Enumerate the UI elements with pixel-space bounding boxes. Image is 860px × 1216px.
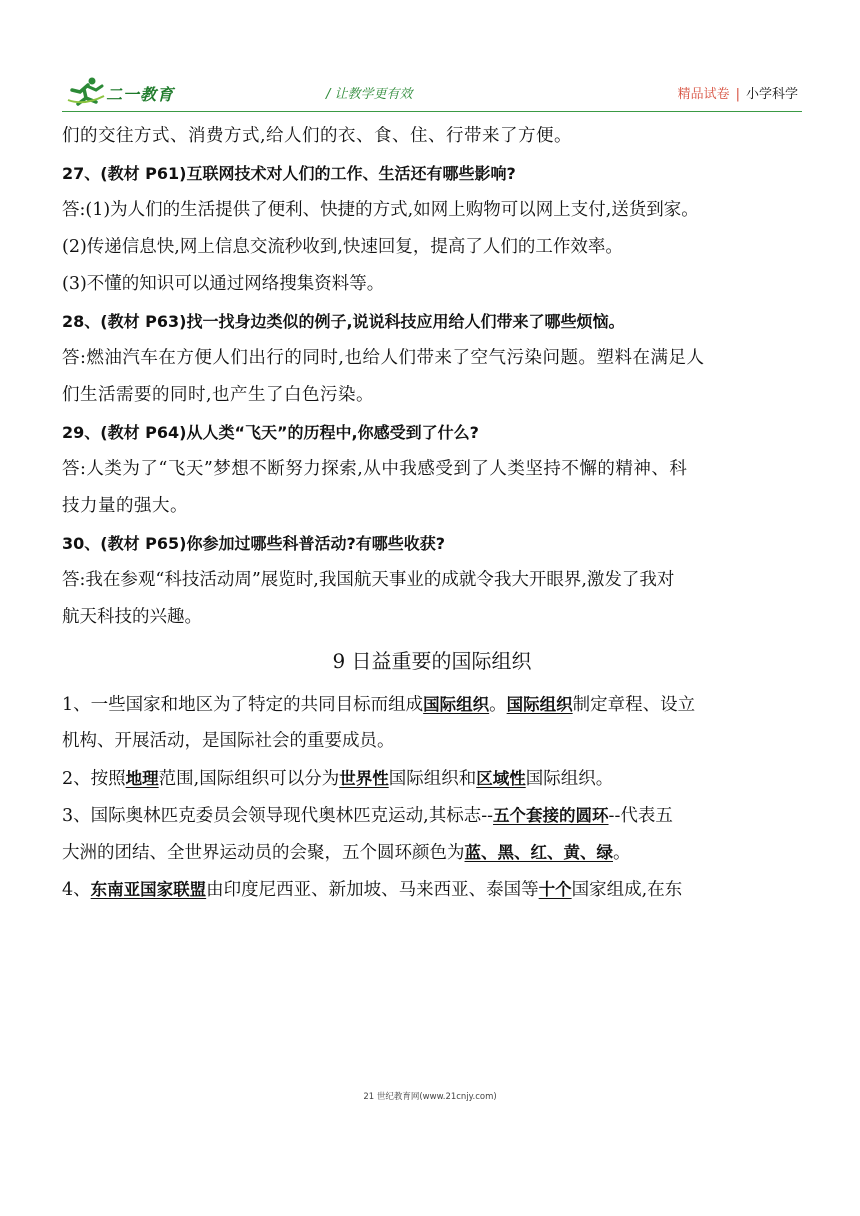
answer-27-line-1: 答:(1)为人们的生活提供了便利、快捷的方式,如网上购物可以网上支付,送货到家。 <box>62 200 699 220</box>
key-term: 国际组织 <box>423 695 490 714</box>
page-footer: 21 世纪教育网(www.21cnjy.com) <box>363 1092 497 1102</box>
answer-27-line-2: (2)传递信息快,网上信息交流秒收到,快速回复，提高了人们的工作效率。 <box>62 237 623 257</box>
answer-27-line-3: (3)不懂的知识可以通过网络搜集资料等。 <box>62 274 385 294</box>
answer-29-line-1: 答:人类为了“飞天”梦想不断努力探索,从中我感受到了人类坚持不懈的精神、科 <box>62 459 688 479</box>
answer-29-line-2: 技力量的强大。 <box>62 496 188 516</box>
document-body <box>62 118 802 908</box>
answer-30-line-1: 答:我在参观“科技活动周”展览时,我国航天事业的成就令我大开眼界,激发了我对 <box>62 570 675 590</box>
key-term: 地理 <box>125 769 159 788</box>
runner-logo-icon <box>66 76 106 106</box>
question-29: 29、(教材 P64)从人类“飞天”的历程中,你感受到了什么? <box>62 423 479 442</box>
point-3-line-2 <box>62 834 802 871</box>
point-1-line-2: 机构、开展活动，是国际社会的重要成员。 <box>62 731 395 751</box>
text: 。 <box>613 843 631 863</box>
header-divider <box>62 111 802 112</box>
answer-28-line-1: 答:燃油汽车在方便人们出行的同时,也给人们带来了空气污染问题。塑料在满足人 <box>62 348 705 368</box>
key-term: 区域性 <box>476 769 526 788</box>
key-term: 蓝、黑、红、黄、绿 <box>464 843 613 862</box>
key-term: 世界性 <box>339 769 389 788</box>
text: 1、一些国家和地区为了特定的共同目标而组成 <box>62 695 424 715</box>
header-tag: 精品试卷 <box>677 87 730 102</box>
text: 国际组织。 <box>525 769 614 789</box>
key-term: 东南亚国家联盟 <box>90 880 207 899</box>
answer-28-line-2: 们生活需要的同时,也产生了白色污染。 <box>62 385 375 405</box>
header-separator: | <box>735 87 740 102</box>
text: 4、 <box>62 880 91 900</box>
text: 范围,国际组织可以分为 <box>158 769 340 789</box>
text: 。 <box>489 695 507 715</box>
answer-30-line-2: 航天科技的兴趣。 <box>62 607 202 627</box>
question-30: 30、(教材 P65)你参加过哪些科普活动?有哪些收获? <box>62 534 446 553</box>
text: 国家组成,在东 <box>571 880 683 900</box>
text: 国际组织和 <box>388 769 477 789</box>
text: --代表五 <box>608 806 673 826</box>
text-line: 们的交往方式、消费方式,给人们的衣、食、住、行带来了方便。 <box>62 126 573 146</box>
key-term: 十个 <box>538 880 572 899</box>
question-28: 28、(教材 P63)找一找身边类似的例子,说说科技应用给人们带来了哪些烦恼。 <box>62 312 625 331</box>
slogan: / 让教学更有效 <box>326 87 413 102</box>
point-4-line-1 <box>62 871 802 908</box>
text: 2、按照 <box>62 769 126 789</box>
key-term: 国际组织 <box>506 695 573 714</box>
text: 3、国际奥林匹克委员会领导现代奥林匹克运动,其标志-- <box>62 806 494 826</box>
point-2 <box>62 760 802 797</box>
header-right <box>678 83 798 102</box>
section-title: 9 日益重要的国际组织 <box>332 649 532 673</box>
text: 由印度尼西亚、新加坡、马来西亚、泰国等 <box>206 880 539 900</box>
page-header <box>62 74 802 114</box>
logo <box>66 76 178 106</box>
point-1-line-1 <box>62 686 802 723</box>
header-subject: 小学科学 <box>745 87 798 102</box>
question-27: 27、(教材 P61)互联网技术对人们的工作、生活还有哪些影响? <box>62 164 516 183</box>
key-term: 五个套接的圆环 <box>493 806 609 825</box>
text: 大洲的团结、全世界运动员的会聚，五个圆环颜色为 <box>62 843 465 863</box>
text: 制定章程、设立 <box>572 695 696 715</box>
logo-text: 二一教育 <box>106 85 175 104</box>
point-3-line-1 <box>62 797 802 834</box>
